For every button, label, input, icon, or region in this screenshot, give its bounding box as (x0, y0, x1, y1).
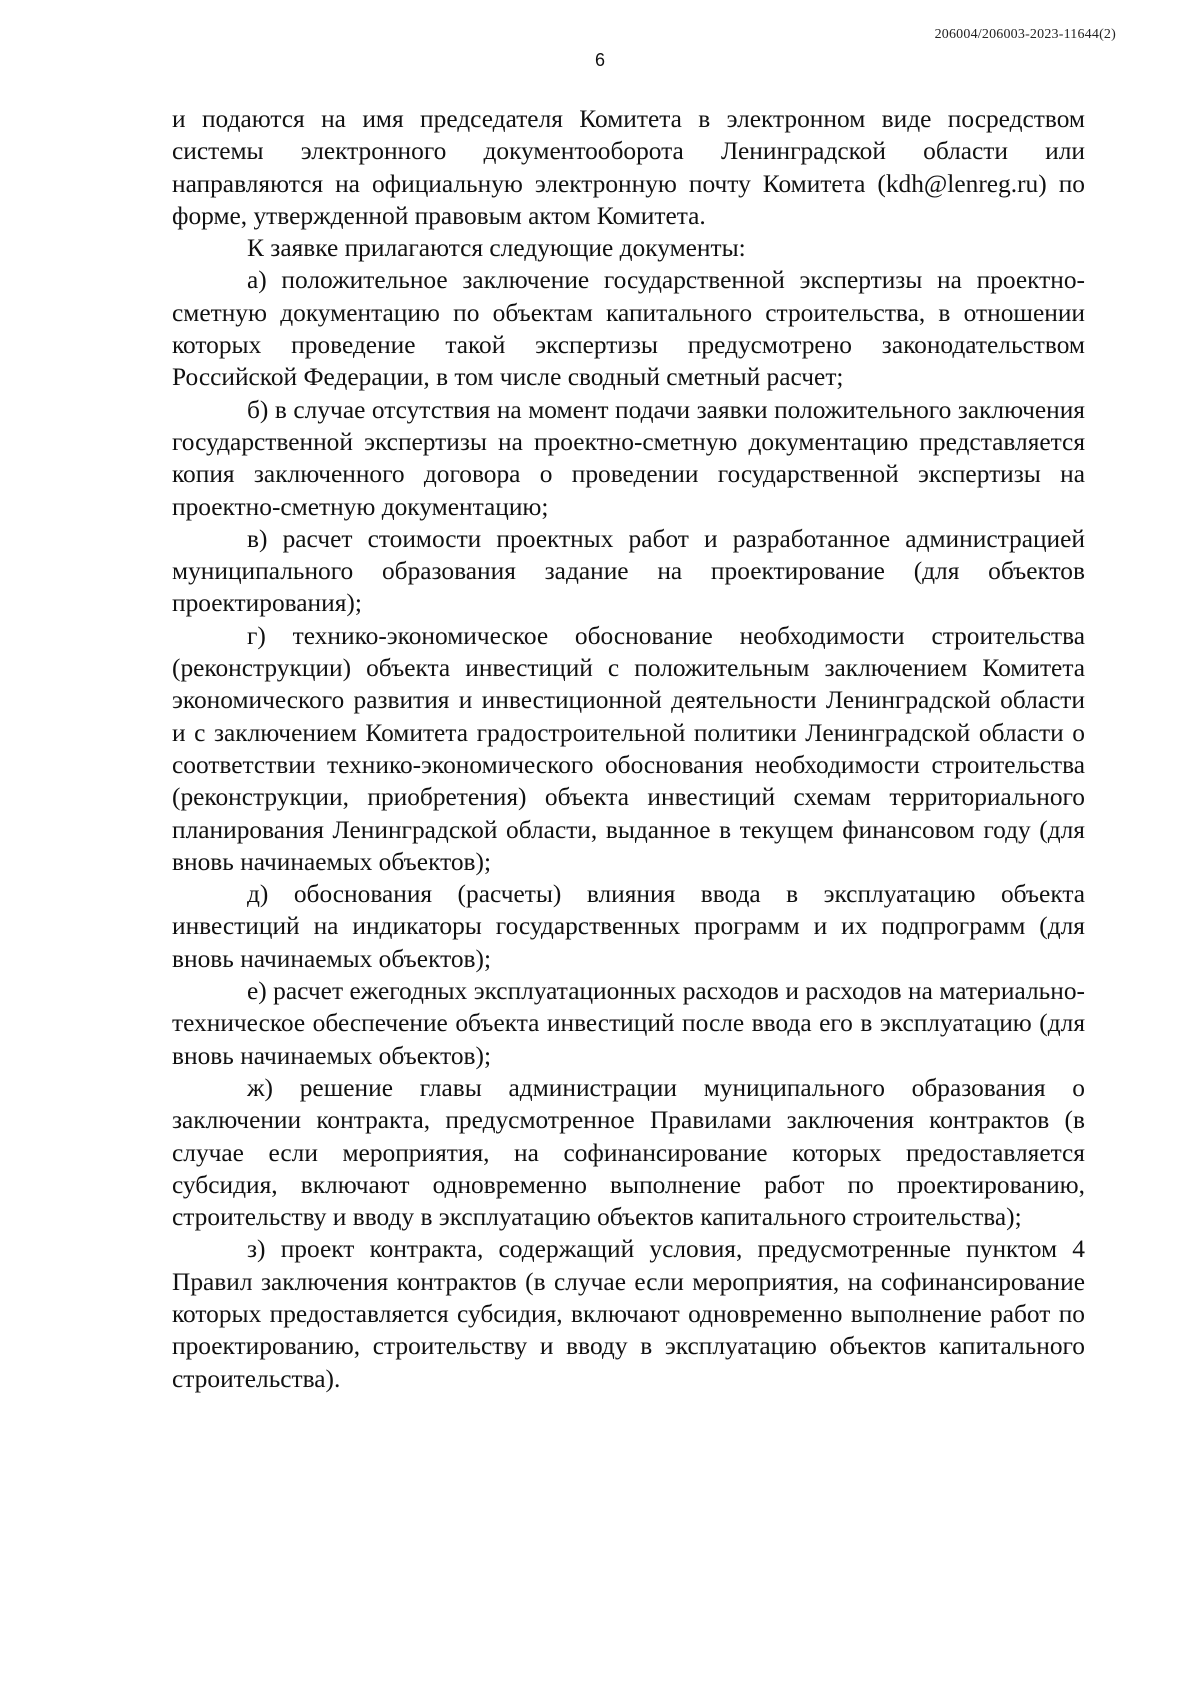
paragraph-continuation: и подаются на имя председателя Комитета в электронном виде посредством системы электронного документооборота Ленинградской области или направляются на официальную электронную почту Комитета (kdh@lenreg.ru) по форме, утвержденной правовым актом Комитета. (172, 105, 1085, 230)
list-item-z: з) проект контракта, содержащий условия, предусмотренные пунктом 4 Правил заключения контрактов (в случае если мероприятия, на софинансирование которых предоставляется субсидия, включают одновременно выполнение работ по проектированию, строительству и вводу в эксплуатацию объектов капитального строительства). (172, 1235, 1085, 1393)
list-item-b: б) в случае отсутствия на момент подачи заявки положительного заключения государственной экспертизы на проектно-сметную документацию представляется копия заключенного договора о проведении государственной экспертизы на проектно-сметную документацию; (172, 395, 1085, 521)
paragraph-attachments-intro: К заявке прилагаются следующие документы: (247, 234, 746, 263)
list-item-a: а) положительное заключение государственной экспертизы на проектно-сметную документацию по объектам капитального строительства, в отношении которых проведение такой экспертизы предусмотрено законодательством Российской Федерации, в том числе сводный сметный расчет; (172, 266, 1085, 392)
page-number: 6 (594, 50, 605, 70)
list-item-zh: ж) решение главы администрации муниципального образования о заключении контракта, предусмотренное Правилами заключения контрактов (в случае если мероприятия, на софинансирование которых предоставляется субсидия, включают одновременно выполнение работ по проектированию, строительству и вводу в эксплуатацию объектов капитального строительства); (172, 1073, 1085, 1232)
list-item-d: д) обоснования (расчеты) влияния ввода в эксплуатацию объекта инвестиций на индикаторы государственных программ и их подпрограмм (для вновь начинаемых объектов); (172, 880, 1085, 973)
list-item-v: в) расчет стоимости проектных работ и разработанное администрацией муниципального образования задание на проектирование (для объектов проектирования); (172, 524, 1085, 618)
document-body (172, 103, 1085, 1395)
list-item-g: г) технико-экономическое обоснование необходимости строительства (реконструкции) объекта инвестиций с положительным заключением Комитета экономического развития и инвестиционной деятельности Ленинградской области и с заключением Комитета градостроительной политики Ленинградской области о соответствии технико-экономического обоснования необходимости строительства (реконструкции, приобретения) объекта инвестиций схемам территориального планирования Ленинградской области, выданное в текущем финансовом году (для вновь начинаемых объектов); (172, 621, 1085, 876)
list-item-e: е) расчет ежегодных эксплуатационных расходов и расходов на материально-техническое обеспечение объекта инвестиций после ввода его в эксплуатацию (для вновь начинаемых объектов); (172, 977, 1085, 1070)
document-id: 206004/206003-2023-11644(2) (934, 27, 1116, 42)
